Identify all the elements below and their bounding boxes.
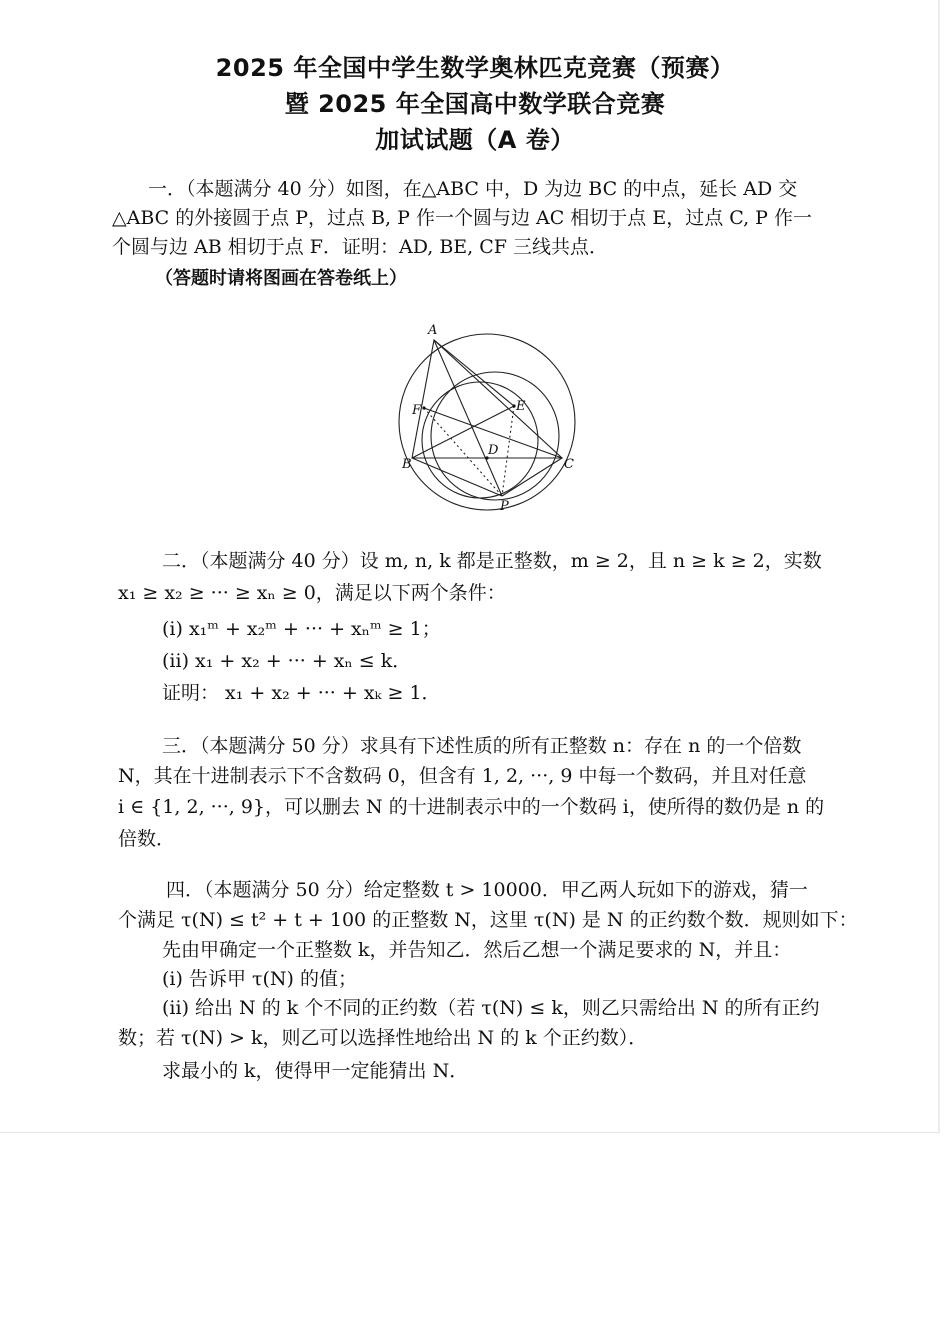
problem4-line7: 求最小的 k，使得甲一定能猜出 N． — [162, 1060, 469, 1082]
problem1-line2: △ABC 的外接圆于点 P，过点 B, P 作一个圆与边 AC 相切于点 E，过点 C, P 作一 — [112, 207, 813, 229]
segment-ae — [434, 340, 514, 406]
point-f — [422, 406, 425, 409]
problem1-line1: 一．（本题满分 40 分）如图，在△ABC 中，D 为边 BC 的中点，延长 AD 交 — [148, 178, 798, 200]
segment-ap — [434, 340, 502, 496]
exam-title-line1: 2025 年全国中学生数学奥林匹克竞赛（预赛） — [215, 54, 735, 82]
problem4-line4: (i) 告诉甲 τ(N) 的值； — [162, 968, 357, 990]
problem4-line1: 四．（本题满分 50 分）给定整数 t > 10000．甲乙两人玩如下的游戏，猜一 — [166, 879, 808, 901]
problem4-line6: 数；若 τ(N) > k，则乙可以选择性地给出 N 的 k 个正约数）． — [118, 1027, 648, 1049]
problem3-line2: N，其在十进制表示下不含数码 0，但含有 1, 2, ···, 9 中每一个数码，并且对任意 — [118, 765, 807, 787]
label-a: A — [428, 323, 438, 338]
problem2-prove: 证明： x₁ + x₂ + ··· + xₖ ≥ 1． — [162, 682, 441, 704]
problem4-line5: (ii) 给出 N 的 k 个不同的正约数（若 τ(N) ≤ k，则乙只需给出 N 的所有正约 — [162, 997, 820, 1019]
segment-ep — [502, 406, 514, 496]
exam-title-line3: 加试试题（A 卷） — [375, 126, 575, 154]
geometry-figure — [390, 318, 590, 518]
problem2-condition2: (ii) x₁ + x₂ + ··· + xₙ ≤ k． — [162, 650, 412, 672]
triangle-abc — [412, 340, 562, 458]
label-b: B — [402, 457, 412, 472]
problem3-line4: 倍数． — [118, 828, 176, 850]
problem2-condition1: (i) x₁ᵐ + x₂ᵐ + ··· + xₙᵐ ≥ 1； — [162, 618, 441, 640]
problem4-line3: 先由甲确定一个正整数 k，并告知乙．然后乙想一个满足要求的 N，并且： — [162, 939, 792, 961]
segment-cp — [502, 458, 562, 496]
geometry-diagram — [390, 318, 590, 518]
problem1-line3: 个圆与边 AB 相切于点 F．证明：AD, BE, CF 三线共点． — [112, 236, 609, 258]
label-c: C — [564, 457, 574, 472]
segment-be — [412, 406, 514, 458]
problem3-line3: i ∈ {1, 2, ···, 9}，可以删去 N 的十进制表示中的一个数码 i，使所得的数仍是 n 的 — [118, 796, 825, 818]
problem2-line1: 二．（本题满分 40 分）设 m, n, k 都是正整数，m ≥ 2，且 n ≥ k ≥ 2，实数 — [162, 550, 822, 572]
label-p: P — [500, 499, 509, 514]
exam-title-line2: 暨 2025 年全国高中数学联合竞赛 — [284, 90, 666, 118]
problem2-line2: x₁ ≥ x₂ ≥ ··· ≥ xₙ ≥ 0，满足以下两个条件： — [118, 582, 506, 604]
label-f: F — [412, 403, 422, 418]
scan-border-bottom — [0, 1132, 940, 1133]
problem3-line1: 三．（本题满分 50 分）求具有下述性质的所有正整数 n：存在 n 的一个倍数 — [162, 735, 802, 757]
problem4-line2: 个满足 τ(N) ≤ t² + t + 100 的正整数 N，这里 τ(N) 是 N 的正约数个数．规则如下： — [118, 909, 858, 931]
label-e: E — [516, 399, 526, 414]
problem1-note: （答题时请将图画在答卷纸上） — [155, 268, 407, 289]
scan-border-right — [938, 0, 940, 1132]
label-d: D — [488, 443, 499, 458]
